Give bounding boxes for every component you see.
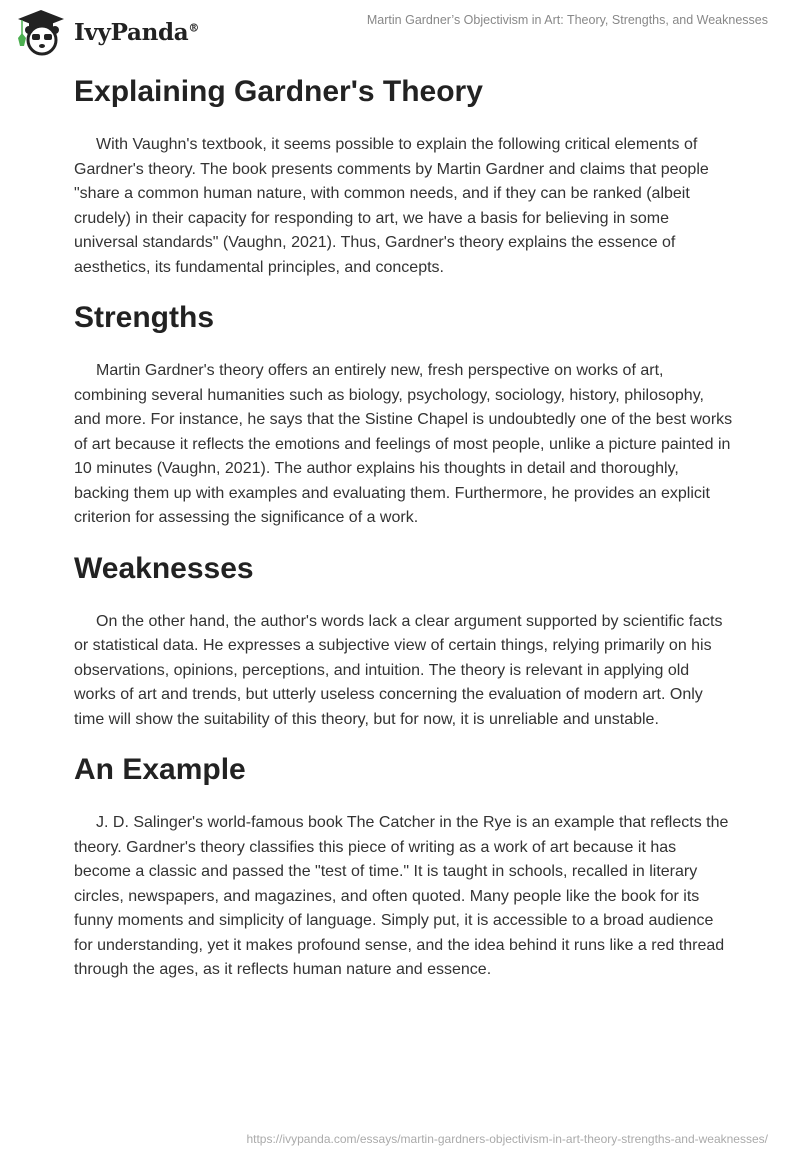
- registered-mark: ®: [188, 20, 200, 34]
- document-title: Martin Gardner’s Objectivism in Art: Theory, Strengths, and Weaknesses: [366, 13, 768, 27]
- ivypanda-logo[interactable]: [16, 8, 199, 56]
- section-paragraph: With Vaughn's textbook, it seems possible to explain the following critical elements of Gardner's theory. The book presents comments by Martin Gardner and claims that people "share a common human nature, with common needs, and if they can be ranked (albeit crudely) in their capacity for responding to art, we have a basis for believing in some universal standards" (Vaughn, 2021). Thus, Gardner's theory explains the essence of aesthetics, its fundamental principles, and concepts.: [74, 136, 709, 276]
- section-heading: Weaknesses: [74, 551, 254, 585]
- section-strengths: [74, 300, 734, 531]
- section-paragraph: Martin Gardner's theory offers an entirely new, fresh perspective on works of art, combining several humanities such as biology, psychology, sociology, history, philosophy, and more. For instance, he says that the Sistine Chapel is undoubtedly one of the best works of art because it reflects the emotions and feelings of most people, unlike a picture painted in 10 minutes (Vaughn, 2021). The author explains his thoughts in detail and thoroughly, backing them up with examples and evaluating them. Furthermore, he provides an explicit criterion for assessing the significance of a work.: [74, 362, 733, 526]
- section-weaknesses: [74, 551, 734, 733]
- logo-text: IvyPanda: [74, 18, 189, 46]
- page-header: [0, 0, 800, 60]
- source-url[interactable]: https://ivypanda.com/essays/martin-gardners-objectivism-in-art-theory-strengths-and-weaknesses/: [246, 1132, 768, 1146]
- section-heading: An Example: [74, 753, 246, 786]
- panda-graduate-icon: [16, 8, 66, 56]
- section-example: [74, 752, 734, 983]
- section-explaining-theory: [74, 74, 734, 280]
- section-heading: Strengths: [74, 301, 215, 334]
- section-paragraph: J. D. Salinger's world-famous book The Catcher in the Rye is an example that reflects the theory. Gardner's theory classifies this piece of writing as a work of art because it has become a classic and passed the "test of time." It is taught in schools, recalled in literary circles, newspapers, and magazines, and often quoted. Many people like the book for its funny moments and simplicity of language. Simply put, it is accessible to a broad audience for understanding, yet it makes profound sense, and the idea behind it runs like a red thread through the ages, as it reflects human nature and essence.: [74, 814, 729, 978]
- section-heading: Explaining Gardner's Theory: [74, 75, 483, 108]
- essay-content: [74, 74, 734, 1003]
- section-paragraph: On the other hand, the author's words lack a clear argument supported by scientific facts or statistical data. He expresses a subjective view of certain things, relying primarily on his observations, opinions, perceptions, and intuition. The theory is relevant in applying old works of art and trends, but utterly useless concerning the evaluation of modern art. Only time will show the suitability of this theory, but for now, it is unreliable and unstable.: [74, 612, 723, 728]
